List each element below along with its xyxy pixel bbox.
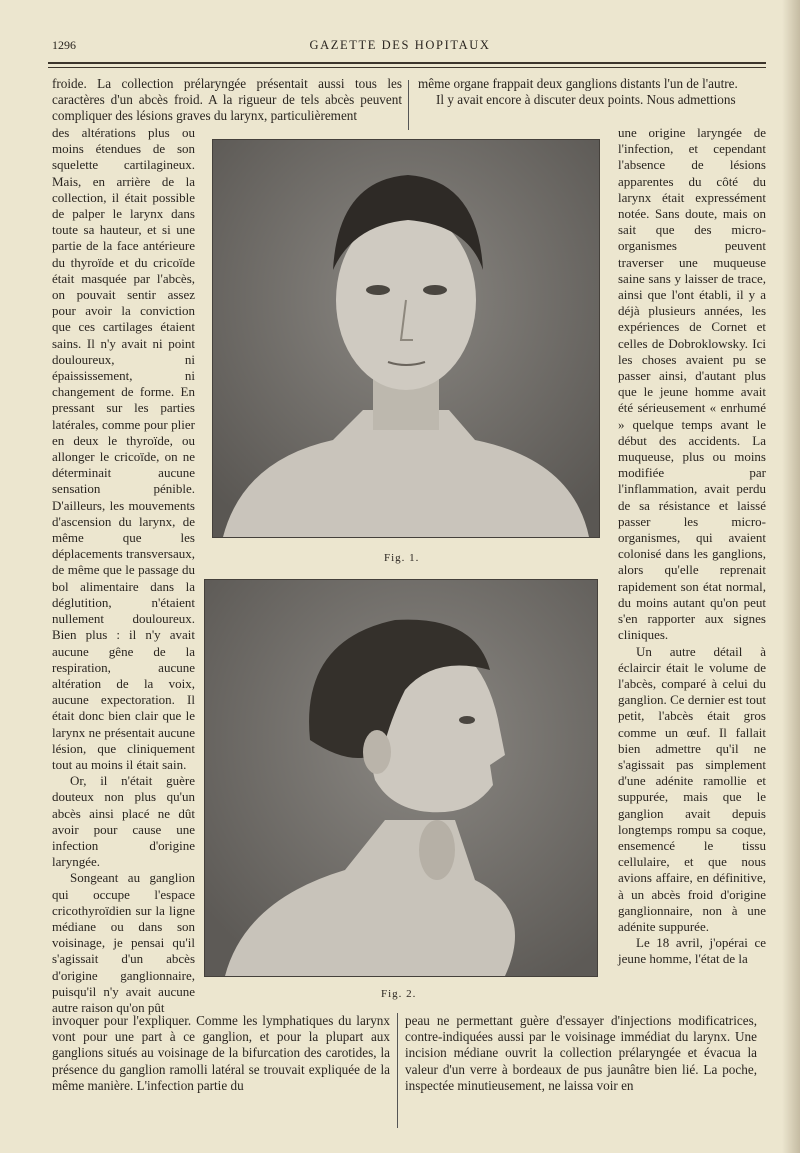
left-column-top-text <box>52 76 402 125</box>
figure-2-caption: Fig. 2. <box>381 988 417 1000</box>
left-column-bottom-text <box>52 1013 390 1094</box>
header-rule <box>48 62 766 64</box>
paragraph: Songeant au ganglion qui occupe l'espace cricothyroïdien sur la ligne médiane ou dans son voisinage, je pensai qu'il s'agissait d'un abcès d'origine ganglionnaire, puisqu'il n'y avait aucune autre raison qu'on pût <box>52 870 195 1015</box>
paragraph: Un autre détail à éclaircir était le volume de l'abcès, comparé à celui du ganglion. Ce dernier est tout petit, l'abcès était gros comme un œuf. Il fallait bien admettre qu'il ne s'agissait pas simplement d'une adénite ramollie et suppurée, mais que le ganglion avait depuis longtemps rompu sa coque, ensemencé le tissu cellulaire, et que nous avions affaire, en définitive, à un abcès froid d'origine ganglionnaire, non à une adénite suppurée. <box>618 643 766 934</box>
paragraph: Or, il n'était guère douteux non plus qu'un abcès ainsi placé ne dût avoir pour cause une infection d'origine laryngée. <box>52 773 195 870</box>
paragraph: Le 18 avril, j'opérai ce jeune homme, l'état de la <box>618 935 766 967</box>
portrait-profile-image <box>205 580 597 976</box>
journal-title: GAZETTE DES HOPITAUX <box>309 38 491 52</box>
figure-2-photo <box>204 579 598 977</box>
paragraph: invoquer pour l'expliquer. Comme les lymphatiques du larynx vont pour une part à ce ganglion, et pour la plupart aux ganglions situés au voisinage de la bifurcation des carotides, la présence du ganglion ramolli latéral se trouvait expliquée de la même manière. L'infection partie du <box>52 1013 390 1093</box>
right-column-bottom-text <box>405 1013 757 1094</box>
right-column-top-text <box>418 76 766 108</box>
paragraph: peau ne permettant guère d'essayer d'injections modificatrices, contre-indiquées aussi par le voisinage immédiat du larynx. Une incision médiane ouvrit la collection prélaryngée et évacua la valeur d'un verre à bordeaux de pus jaunâtre bien lié. La poche, inspectée minutieusement, ne laissa voir en <box>405 1013 757 1093</box>
page-fold-shadow <box>782 0 800 1153</box>
paragraph: des altérations plus ou moins étendues de son squelette cartilagineux. Mais, en arrière de la collection, il était possible de palper le larynx dans toute sa hauteur, et si une partie de la face antérieure du thyroïde et du cricoïde était masquée par l'abcès, on pouvait sentir assez pour avoir la conviction que ces cartilages étaient sains. Il n'y avait ni point douloureux, ni épaississement, ni changement de forme. En pressant sur les parties latérales, comme pour plier en deux le thyroïde, ou allonger le cricoïde, on ne déterminait aucune sensation pénible. D'ailleurs, les mouvements d'ascension du larynx, de même que les déplacements transversaux, de même que le passage du bol alimentaire dans la déglutition, n'étaient nullement douloureux. Bien plus : il n'y avait aucune gêne de la respiration, aucune altération de la voix, aucune expectoration. Il était donc bien clair que le larynx ne présentait aucune lésion, que cliniquement tout au moins il était sain. <box>52 125 195 772</box>
column-divider <box>408 80 409 130</box>
left-narrow-column <box>52 125 195 1015</box>
column-divider-bottom <box>397 1013 398 1128</box>
figure-1-photo <box>212 139 600 538</box>
paragraph: même organe frappait deux ganglions distants l'un de l'autre. <box>418 76 738 91</box>
paragraph: une origine laryngée de l'infection, et cependant l'absence de lésions apparentes du côté du larynx était expressément notée. Sans doute, mais on sait que des micro-organismes peuvent traverser une muqueuse saine sans y laisser de trace, ainsi que l'ont établi, il y a déjà plusieurs années, les expériences de Cornet et celles de Dobroklowsky. Ici les choses avaient pu se passer ainsi, d'autant plus que le jeune homme avait été sérieusement « enrhumé » quelque temps avant le début des accidents. La muqueuse, plus ou moins modifiée par l'inflammation, avait perdu de sa résistance et laissé passer les micro-organismes, qui avaient colonisé dans les ganglions, alors qu'elle reprenait rapidement son état normal, du moins autant qu'on peut s'en rapporter aux signes cliniques. <box>618 125 766 643</box>
paragraph: Il y avait encore à discuter deux points. Nous admettions <box>436 92 736 108</box>
portrait-front-image <box>213 140 599 537</box>
page-number: 1296 <box>52 38 76 52</box>
figure-1-caption: Fig. 1. <box>384 552 420 564</box>
header-rule-thin <box>48 67 766 68</box>
paragraph: froide. La collection prélaryngée présentait aussi tous les caractères d'un abcès froid. A la rigueur de tels abcès peuvent compliquer des lésions graves du larynx, particulièrement <box>52 76 402 124</box>
right-narrow-column <box>618 125 766 1015</box>
